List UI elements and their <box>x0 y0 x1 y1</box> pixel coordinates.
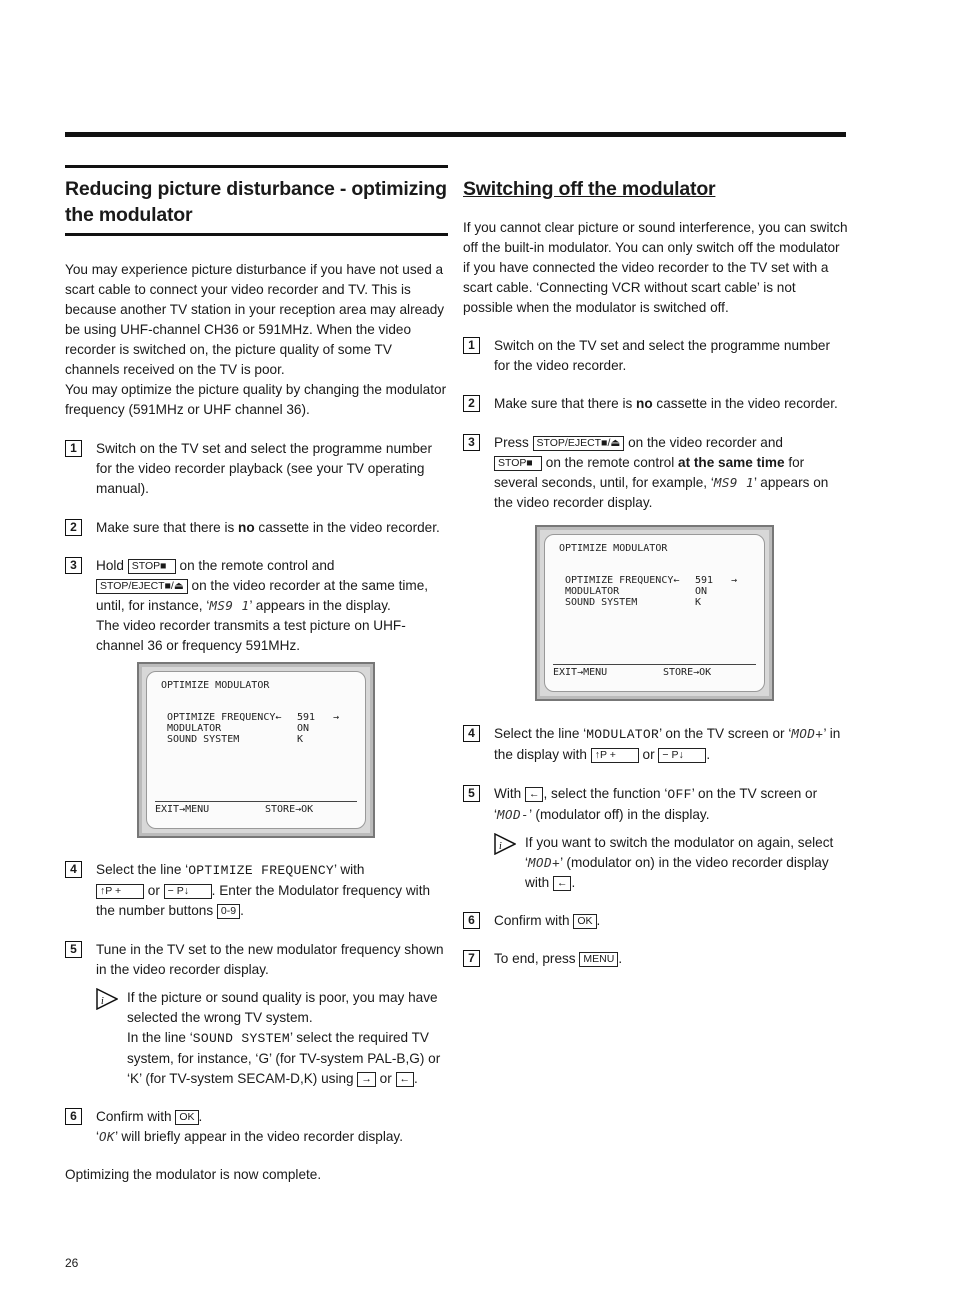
spacer <box>463 165 848 168</box>
step-text <box>494 784 848 825</box>
step-number: 4 <box>463 725 480 742</box>
svg-text:i: i <box>101 996 104 1007</box>
left-intro-paragraph: You may experience picture disturbance if you have not used a scart cable to connect your video recorder and TV. This is because another TV station in your reception area may already be using UHF-channel CH36 or 591MHz. When the video recorder is switched on, the picture quality of some TV channels received on the TV is poor. <box>65 262 445 377</box>
screen-row-sound-system: SOUND SYSTEM <box>167 734 240 745</box>
left-key: ← <box>553 876 572 891</box>
screen-exit-menu: EXIT→MENU <box>553 667 608 678</box>
menu-item-name: SOUND SYSTEM <box>192 1031 290 1046</box>
screen-store-ok: STORE→OK <box>265 804 314 815</box>
screen-row-frequency: OPTIMIZE FREQUENCY← <box>167 712 282 723</box>
left-column-lower <box>65 860 448 1185</box>
text: . <box>706 747 711 762</box>
text: ’ appears on the video recorder display. <box>494 475 829 510</box>
stop-key: STOP■ <box>128 559 176 574</box>
text: ’ on the TV screen or ‘ <box>494 786 818 822</box>
text: . <box>198 1109 203 1124</box>
p-plus-key: ↑P + <box>591 748 639 763</box>
right-intro-paragraph: If you cannot clear picture or sound interference, you can switch off the built-in modulator. You can only switch off the modulator if you have connected the video recorder to the TV set with a scart cable. ‘Connecting VCR without scart cable’ is not possible when the modulator is switched off. <box>463 220 848 315</box>
step-number: 6 <box>65 1108 82 1125</box>
text: . Enter the Modulator frequency with the number buttons <box>96 883 431 918</box>
screen-row-frequency: OPTIMIZE FREQUENCY← <box>565 575 680 586</box>
text: ’ select the required TV system, for instance, ‘G’ (for TV-system PAL-B,G) or ‘K’ (for TV-system SECAM-D,K) using <box>127 1030 441 1086</box>
screen-title: OPTIMIZE MODULATOR <box>559 543 668 554</box>
text: ’ (modulator off) in the display. <box>529 807 710 822</box>
info-text-2 <box>127 1028 448 1089</box>
screen-row-modulator: MODULATOR <box>565 586 620 597</box>
step-text <box>494 949 848 969</box>
step-text <box>96 860 448 921</box>
screen-row-modulator-value: ON <box>297 723 310 734</box>
number-buttons-key: 0-9 <box>217 904 240 919</box>
step-number: 1 <box>463 337 480 354</box>
lcd-text: MS9 1 <box>713 475 755 490</box>
step-number: 1 <box>65 440 82 457</box>
text: In the line ‘ <box>127 1030 193 1045</box>
right-key: → <box>357 1072 376 1087</box>
p-minus-key: − P↓ <box>164 884 212 899</box>
screen-row-sound-system-value: K <box>695 597 702 608</box>
page-number: 26 <box>65 1256 79 1270</box>
text: ’ in the display with <box>494 726 841 762</box>
text: or <box>147 883 160 898</box>
lcd-text: MOD+ <box>791 726 824 741</box>
text: cassette in the video recorder. <box>652 396 838 411</box>
text: ’ on the TV screen or ‘ <box>659 726 792 741</box>
screen-row-modulator-value: ON <box>695 586 708 597</box>
text: cassette in the video recorder. <box>254 520 440 535</box>
step-number: 2 <box>463 395 480 412</box>
right-column <box>463 165 848 513</box>
text: . <box>596 913 601 928</box>
left-key: ← <box>525 787 544 802</box>
lcd-text: MS9 1 <box>209 598 250 613</box>
text: Hold <box>96 558 124 573</box>
text: for several seconds, until, for example, ‘ <box>494 455 805 490</box>
text: Select the line ‘ <box>96 862 189 877</box>
text: on the remote control <box>545 455 679 470</box>
text: Confirm with <box>96 1109 172 1124</box>
p-plus-key: ↑P + <box>96 884 144 899</box>
ok-key: OK <box>573 914 596 929</box>
text: ’ (modulator on) in the video recorder display with <box>525 855 829 890</box>
emphasis: at the same time <box>678 455 785 470</box>
text: on the video recorder at the same time, until, for instance, ‘ <box>96 578 429 613</box>
tv-screen-illustration <box>137 662 375 838</box>
step-text: Tune in the TV set to the new modulator frequency shown in the video recorder display. <box>96 942 444 977</box>
info-text: If the picture or sound quality is poor, you may have selected the wrong TV system. <box>127 990 438 1025</box>
screen-store-ok: STORE→OK <box>663 667 712 678</box>
screen-row-modulator: MODULATOR <box>167 723 222 734</box>
step-number: 7 <box>463 950 480 967</box>
step-number: 5 <box>463 785 480 802</box>
info-note <box>96 988 448 1089</box>
step-text <box>494 433 848 513</box>
menu-key: MENU <box>579 952 618 967</box>
text: Press <box>494 435 529 450</box>
heading-rule-top <box>65 165 448 168</box>
right-step-1 <box>463 336 848 376</box>
emphasis: no <box>636 396 653 411</box>
text: on the video recorder and <box>628 435 783 450</box>
text: . <box>414 1071 418 1086</box>
step-number: 5 <box>65 941 82 958</box>
right-step-2 <box>463 394 848 414</box>
text: ’ will briefly appear in the video recorder display. <box>115 1129 403 1144</box>
step-text <box>96 518 448 538</box>
p-minus-key: − P↓ <box>658 748 706 763</box>
info-icon <box>96 988 118 1010</box>
info-icon <box>494 833 516 855</box>
step-text <box>494 394 848 414</box>
text: Confirm with <box>494 913 570 928</box>
step-text <box>494 724 848 765</box>
left-step-2 <box>65 518 448 538</box>
info-note <box>494 833 848 893</box>
text: . <box>240 903 244 918</box>
lcd-text: OK <box>99 1129 116 1144</box>
text: ‘ <box>96 1129 100 1144</box>
screen-row-frequency-value: 591 <box>297 712 316 723</box>
screen-row-sound-system: SOUND SYSTEM <box>565 597 638 608</box>
menu-item-name: OPTIMIZE FREQUENCY <box>188 863 335 878</box>
heading-rule-bottom <box>65 233 448 236</box>
closing-text: Optimizing the modulator is now complete. <box>65 1167 322 1182</box>
step-text: Switch on the TV set and select the programme number for the video recorder playback (see your TV operating manual). <box>96 441 432 496</box>
step-text <box>96 556 448 616</box>
left-heading: Reducing picture disturbance - optimizing the modulator <box>65 178 447 226</box>
svg-text:i: i <box>499 841 502 852</box>
info-text <box>525 833 848 893</box>
step-text <box>96 1107 448 1147</box>
right-arrow-icon: → <box>731 575 738 586</box>
step-text: Switch on the TV set and select the programme number for the video recorder. <box>494 338 830 373</box>
menu-item-name: OFF <box>667 787 692 802</box>
top-rule <box>65 132 846 137</box>
left-column <box>65 165 448 656</box>
left-step-6 <box>65 1107 448 1147</box>
right-heading: Switching off the modulator <box>463 178 716 200</box>
ok-key: OK <box>175 1110 198 1125</box>
left-key: ← <box>396 1072 415 1087</box>
right-column-lower <box>463 724 848 969</box>
left-intro-paragraph-2: You may optimize the picture quality by changing the modulator frequency (591MHz or UHF channel 36). <box>65 382 447 417</box>
right-step-3 <box>463 433 848 513</box>
screen-divider <box>553 664 756 665</box>
left-step-1 <box>65 439 448 499</box>
right-arrow-icon: → <box>333 712 340 723</box>
text: . <box>618 951 623 966</box>
stop-eject-key: STOP/EJECT■/⏏ <box>533 436 625 451</box>
step-text <box>494 911 848 931</box>
text: on the remote control and <box>179 558 335 573</box>
tv-screen-content <box>146 671 366 829</box>
text: If you want to switch the modulator on again, select ‘ <box>525 835 834 870</box>
tv-screen-illustration-2 <box>535 525 774 701</box>
left-step-5 <box>65 940 448 1089</box>
text: Select the line ‘ <box>494 726 587 741</box>
left-step-4 <box>65 860 448 921</box>
text: , select the function ‘ <box>543 786 668 801</box>
lcd-text: MOD+ <box>528 855 561 870</box>
right-step-6 <box>463 911 848 931</box>
step-number: 6 <box>463 912 480 929</box>
screen-exit-menu: EXIT→MENU <box>155 804 210 815</box>
right-step-5 <box>463 784 848 893</box>
right-step-4 <box>463 724 848 765</box>
text: Make sure that there is <box>494 396 637 411</box>
left-step-3 <box>65 556 448 656</box>
text: ’ with <box>334 862 365 877</box>
text: ’ appears in the display. <box>249 598 391 613</box>
step-number: 2 <box>65 519 82 536</box>
tv-screen-content <box>544 534 765 692</box>
step-number: 3 <box>463 434 480 451</box>
screen-row-frequency-value: 591 <box>695 575 714 586</box>
lcd-text: MOD- <box>497 807 530 822</box>
text: or <box>642 747 655 762</box>
menu-item-name: MODULATOR <box>586 727 660 742</box>
right-step-7 <box>463 949 848 969</box>
stop-eject-key: STOP/EJECT■/⏏ <box>96 579 188 594</box>
step-number: 3 <box>65 557 82 574</box>
text: With <box>494 786 522 801</box>
step-text-2: The video recorder transmits a test picture on UHF-channel 36 or frequency 591MHz. <box>96 618 406 653</box>
screen-title: OPTIMIZE MODULATOR <box>161 680 270 691</box>
emphasis: no <box>238 520 255 535</box>
text: Make sure that there is <box>96 520 239 535</box>
screen-divider <box>155 801 357 802</box>
screen-row-sound-system-value: K <box>297 734 304 745</box>
text: . <box>571 875 576 890</box>
text: To end, press <box>494 951 576 966</box>
stop-key: STOP■ <box>494 456 542 471</box>
step-number: 4 <box>65 861 82 878</box>
text: or <box>379 1071 392 1086</box>
